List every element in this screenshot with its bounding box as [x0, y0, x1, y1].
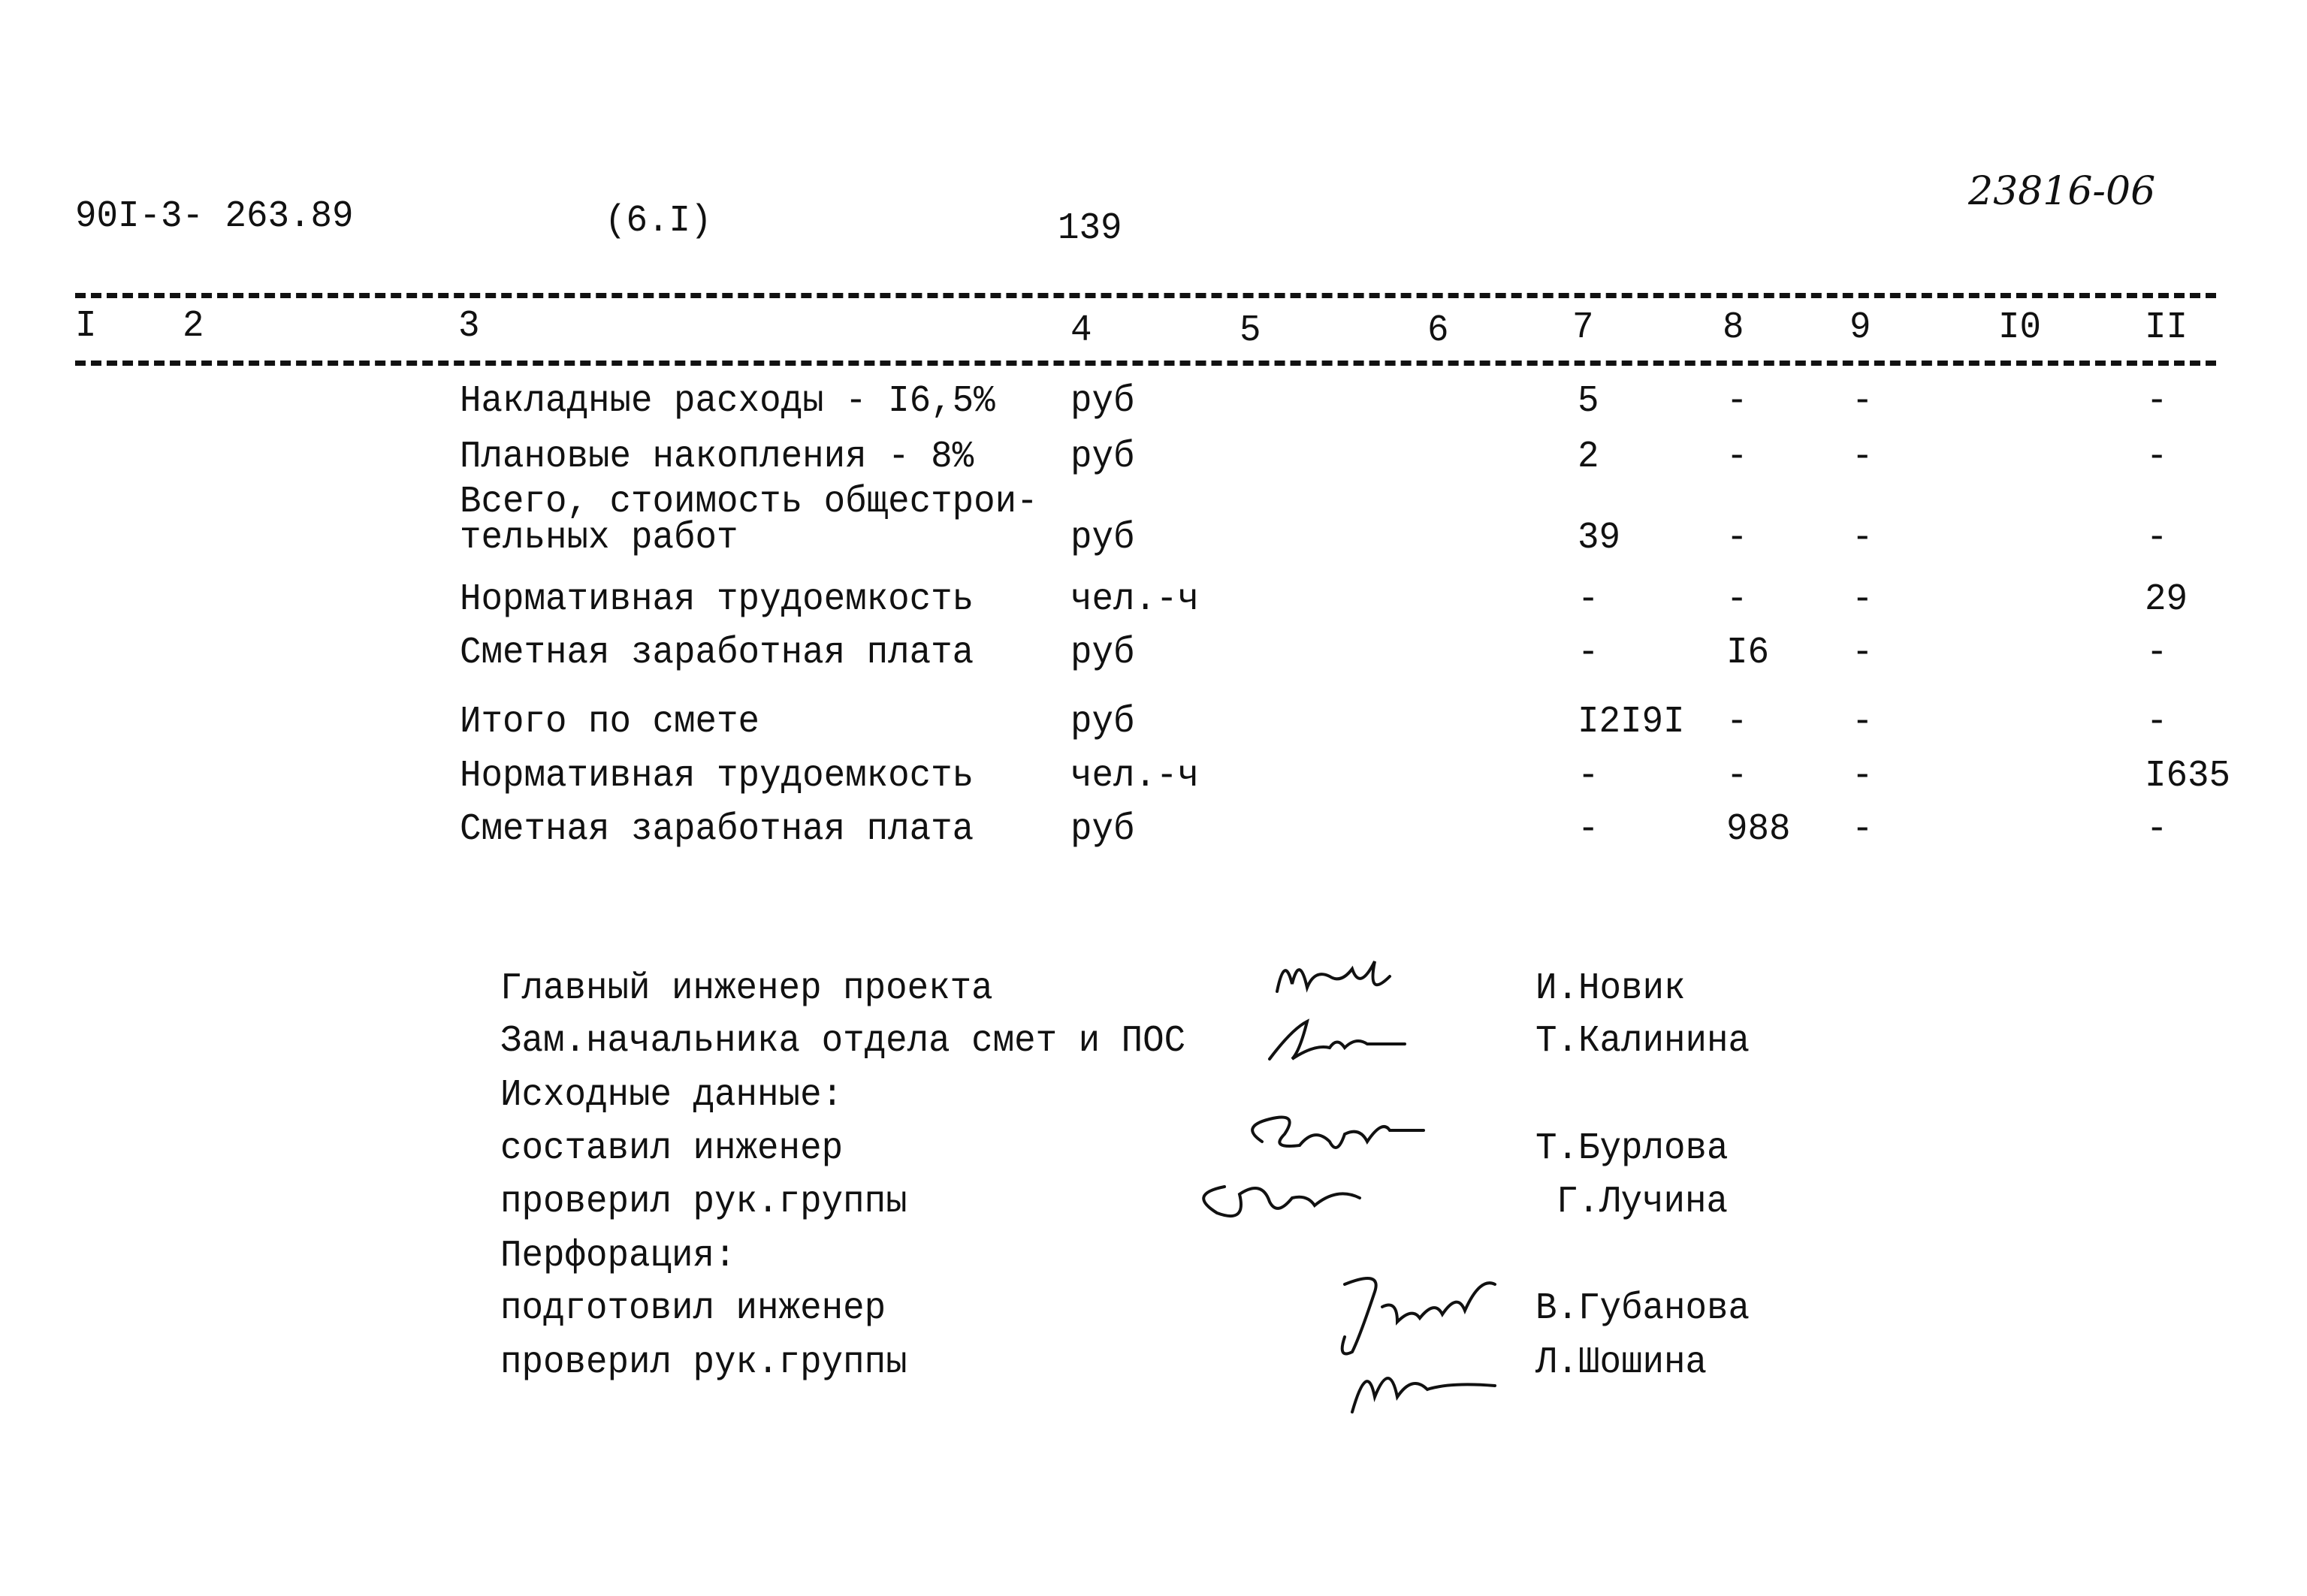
- table-top-divider: [75, 293, 2216, 298]
- cell-col-7: 39: [1578, 517, 1621, 560]
- row-description: Всего, стоимость общестрои-: [460, 481, 1038, 523]
- signatory-role: проверил рук.группы: [500, 1341, 907, 1384]
- row-description: Итого по смете: [460, 701, 760, 744]
- signatory-name: Т.Калинина: [1535, 1020, 1750, 1063]
- signatory-role: проверил рук.группы: [500, 1181, 907, 1223]
- row-unit: руб: [1070, 517, 1135, 560]
- column-header: 7: [1572, 306, 1594, 349]
- cell-col-9: -: [1852, 755, 1874, 798]
- column-header: 3: [458, 305, 480, 348]
- signatory-name: Л.Шошина: [1535, 1341, 1708, 1384]
- cell-col-8: -: [1726, 517, 1748, 560]
- signature-kalinina: [1262, 1014, 1412, 1074]
- cell-col-8: -: [1726, 701, 1748, 744]
- row-unit: руб: [1070, 701, 1135, 744]
- row-description: Нормативная трудоемкость: [460, 755, 974, 798]
- column-header: 2: [183, 305, 204, 348]
- section-number: (6.I): [605, 200, 712, 243]
- cell-col-11: -: [2146, 380, 2168, 423]
- cell-col-11: -: [2146, 517, 2168, 560]
- row-description: Сметная заработная плата: [460, 808, 974, 851]
- column-header: I: [75, 305, 97, 348]
- column-header: 5: [1240, 309, 1261, 352]
- cell-col-11: -: [2146, 436, 2168, 478]
- row-unit: руб: [1070, 808, 1135, 851]
- page-number: 139: [1058, 207, 1122, 250]
- cell-col-8: I6: [1726, 632, 1770, 674]
- column-header: 4: [1070, 309, 1092, 352]
- signatory-role: Перфорация:: [500, 1235, 736, 1278]
- signature-novik: [1270, 946, 1405, 1014]
- signatory-role: составил инженер: [500, 1127, 844, 1170]
- signatory-role: Исходные данные:: [500, 1074, 844, 1117]
- cell-col-7: I2I9I: [1578, 701, 1685, 744]
- signature-luchina: [1187, 1164, 1382, 1232]
- signatory-name: И.Новик: [1535, 967, 1686, 1010]
- cell-col-9: -: [1852, 380, 1874, 423]
- signatory-name: Т.Бурлова: [1535, 1127, 1729, 1170]
- row-description: Накладные расходы - I6,5%: [460, 380, 995, 423]
- signatory-role: Зам.начальника отдела смет и ПОС: [500, 1020, 1186, 1063]
- column-header: 8: [1723, 306, 1744, 349]
- archive-number: 23816-06: [1968, 169, 2156, 214]
- row-description: Нормативная трудоемкость: [460, 578, 974, 621]
- row-unit: руб: [1070, 436, 1135, 478]
- cell-col-9: -: [1852, 517, 1874, 560]
- cell-col-9: -: [1852, 578, 1874, 621]
- cell-col-8: 988: [1726, 808, 1791, 851]
- column-header: 9: [1850, 306, 1871, 349]
- row-unit: руб: [1070, 632, 1135, 674]
- cell-col-8: -: [1726, 755, 1748, 798]
- column-header: I0: [1998, 306, 2042, 349]
- cell-col-8: -: [1726, 380, 1748, 423]
- row-description: Сметная заработная плата: [460, 632, 974, 674]
- cell-col-8: -: [1726, 436, 1748, 478]
- cell-col-7: -: [1578, 578, 1599, 621]
- table-header-divider: [75, 361, 2216, 366]
- doc-code: 90I-3- 263.89: [75, 195, 354, 238]
- cell-col-9: -: [1852, 701, 1874, 744]
- row-unit: чел.-ч: [1070, 578, 1200, 621]
- signature-burlova: [1240, 1104, 1435, 1172]
- cell-col-11: I635: [2145, 755, 2231, 798]
- row-unit: руб: [1070, 380, 1135, 423]
- cell-col-11: 29: [2145, 578, 2188, 621]
- cell-col-7: -: [1578, 808, 1599, 851]
- signatory-name: В.Губанова: [1535, 1287, 1750, 1330]
- cell-col-9: -: [1852, 808, 1874, 851]
- row-description: Плановые накопления - 8%: [460, 436, 974, 478]
- signature-gubanova: [1322, 1269, 1510, 1420]
- cell-col-7: 2: [1578, 436, 1599, 478]
- cell-col-9: -: [1852, 436, 1874, 478]
- cell-col-7: -: [1578, 755, 1599, 798]
- cell-col-8: -: [1726, 578, 1748, 621]
- cell-col-9: -: [1852, 632, 1874, 674]
- signatory-role: Главный инженер проекта: [500, 967, 993, 1010]
- signatory-name: Г.Лучина: [1557, 1181, 1729, 1223]
- cell-col-11: -: [2146, 808, 2168, 851]
- column-header: 6: [1427, 309, 1449, 352]
- cell-col-7: -: [1578, 632, 1599, 674]
- signatory-role: подготовил инженер: [500, 1287, 886, 1330]
- row-description-continued: тельных работ: [460, 517, 738, 560]
- cell-col-11: -: [2146, 632, 2168, 674]
- cell-col-11: -: [2146, 701, 2168, 744]
- cell-col-7: 5: [1578, 380, 1599, 423]
- column-header: II: [2145, 306, 2188, 349]
- row-unit: чел.-ч: [1070, 755, 1200, 798]
